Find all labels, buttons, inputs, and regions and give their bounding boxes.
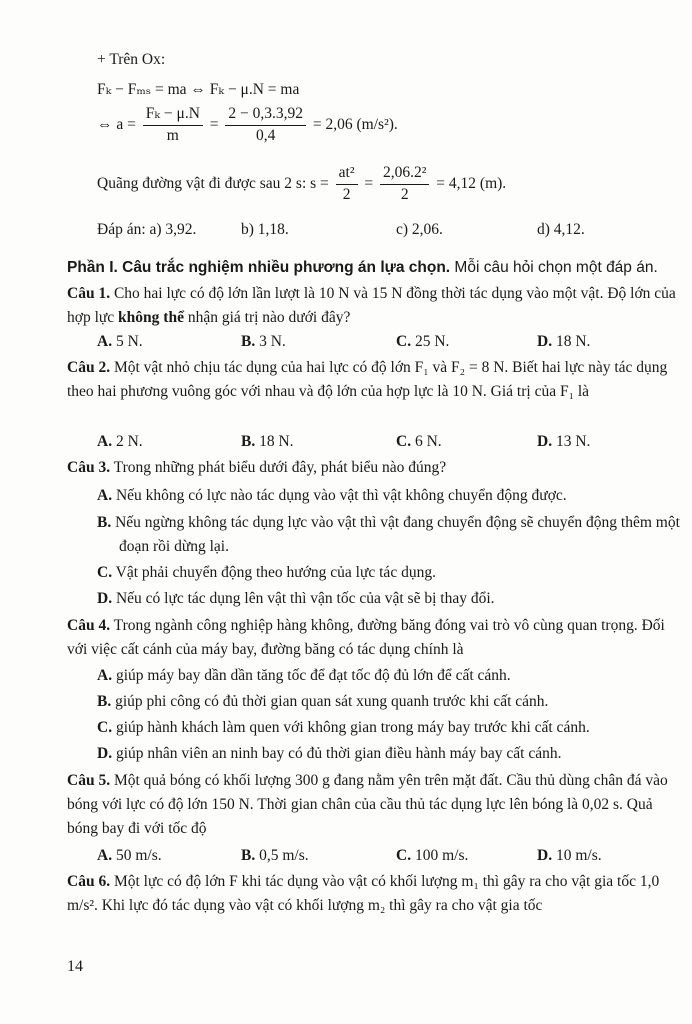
option-c: C. Vật phải chuyển động theo hướng của lực tác dụng. <box>97 564 436 581</box>
equation-newton: Fₖ − Fₘₛ = ma ⇔ Fₖ − μ.N = ma <box>97 81 300 98</box>
ox-label: + Trên Ox: <box>97 51 166 68</box>
eq-result: = 2,06 (m/s²). <box>312 115 398 133</box>
fraction: $\frac{\text{2,06.2²}}{2}$ <box>380 163 429 206</box>
option-a: A. Nếu không có lực nào tác dụng vào vật thì vật không chuyển động được. <box>97 487 567 504</box>
option-d: D. 10 m/s. <box>537 847 602 864</box>
option-c: C. giúp hành khách làm quen với không gian trong máy bay trước khi cất cánh. <box>97 719 590 736</box>
answer-c: c) 2,06. <box>396 221 443 238</box>
option-d: D. 18 N. <box>537 333 591 350</box>
fraction: $\frac{\text{Fₖ − μ.N}}{m}$ <box>143 104 203 147</box>
option-b: B. giúp phi công có đủ thời gian quan sát xung quanh trước khi cất cánh. <box>97 693 549 710</box>
option-c: C. 6 N. <box>396 433 442 450</box>
equation-acceleration: ⇔ a = $\frac{\text{Fₖ − μ.N}}{m}$ = $\frac{2 - 0,3.3,92}{0,4}$ = 2,06 (m/s²). <box>97 104 398 147</box>
question-5: Câu 5. Một quả bóng có khối lượng 300 g đang nằm yên trên mặt đất. Cầu thủ dùng chân đá vào bóng với lực có độ lớn 150 N. Thời gian chân của cầu thủ tác dụng lực lên bóng là 0,02 s. Quả bóng bay đi với tốc độ <box>67 772 668 837</box>
fraction: $\frac{2 - 0,3.3,92}{0,4}$ <box>225 104 306 147</box>
option-a: A. giúp máy bay dần dần tăng tốc để đạt tốc độ đủ lớn để cất cánh. <box>97 667 511 684</box>
option-d: D. Nếu có lực tác dụng lên vật thì vận tốc của vật sẽ bị thay đổi. <box>97 590 495 607</box>
option-a: A. 5 N. <box>97 333 143 350</box>
fraction: $\frac{\text{at²}}{2}$ <box>336 163 358 206</box>
answer-d: d) 4,12. <box>537 221 585 238</box>
answer-a: Đáp án: a) 3,92. <box>97 221 197 238</box>
answer-b: b) 1,18. <box>241 221 289 238</box>
option-a: A. 2 N. <box>97 433 143 450</box>
option-b: B. Nếu ngừng không tác dụng lực vào vật thì vật đang chuyển động sẽ chuyển động thêm một đoạn rồi dừng lại. <box>97 514 680 555</box>
question-3: Câu 3. Trong những phát biểu dưới đây, phát biểu nào đúng? <box>67 459 447 476</box>
option-d: D. giúp nhân viên an ninh bay có đủ thời gian điều hành máy bay cất cánh. <box>97 745 562 762</box>
option-b: B. 0,5 m/s. <box>241 847 309 864</box>
option-d: D. 13 N. <box>537 433 591 450</box>
page-number: 14 <box>67 958 83 975</box>
question-2: Câu 2. Một vật nhỏ chịu tác dụng của hai lực có độ lớn F₁ và F₂ = 8 N. Biết hai lực này tác dụng theo hai phương vuông góc với nhau và độ lớn của hợp lực là 10 N. Giá trị của F₁ là <box>67 359 668 400</box>
eq-prefix: ⇔ a = <box>97 115 136 133</box>
option-b: B. 3 N. <box>241 333 286 350</box>
question-1: Câu 1. Cho hai lực có độ lớn lần lượt là 10 N và 15 N đồng thời tác dụng vào một vật. Độ lớn của hợp lực không thể nhận giá trị nào dưới đây? <box>67 285 676 326</box>
option-b: B. 18 N. <box>241 433 294 450</box>
section-heading: Phần I. Câu trắc nghiệm nhiều phương án lựa chọn. Mỗi câu hỏi chọn một đáp án. <box>67 259 658 276</box>
question-6: Câu 6. Một lực có độ lớn F khi tác dụng vào vật có khối lượng m₁ thì gây ra cho vật gia tốc 1,0 m/s². Khi lực đó tác dụng vào vật có khối lượng m₂ thì gây ra cho vật gia tốc <box>67 873 660 914</box>
option-a: A. 50 m/s. <box>97 847 162 864</box>
option-c: C. 25 N. <box>396 333 450 350</box>
option-c: C. 100 m/s. <box>396 847 469 864</box>
distance-line: Quãng đường vật đi được sau 2 s: s = $\frac{\text{at²}}{2}$ = $\frac{\text{2,06.2²}}{2}$ = 4,12 (m). <box>97 163 506 206</box>
question-4: Câu 4. Trong ngành công nghiệp hàng không, đường băng đóng vai trò vô cùng quan trọng. Đối với việc cất cánh của máy bay, đường băng có tác dụng chính là <box>67 617 665 658</box>
